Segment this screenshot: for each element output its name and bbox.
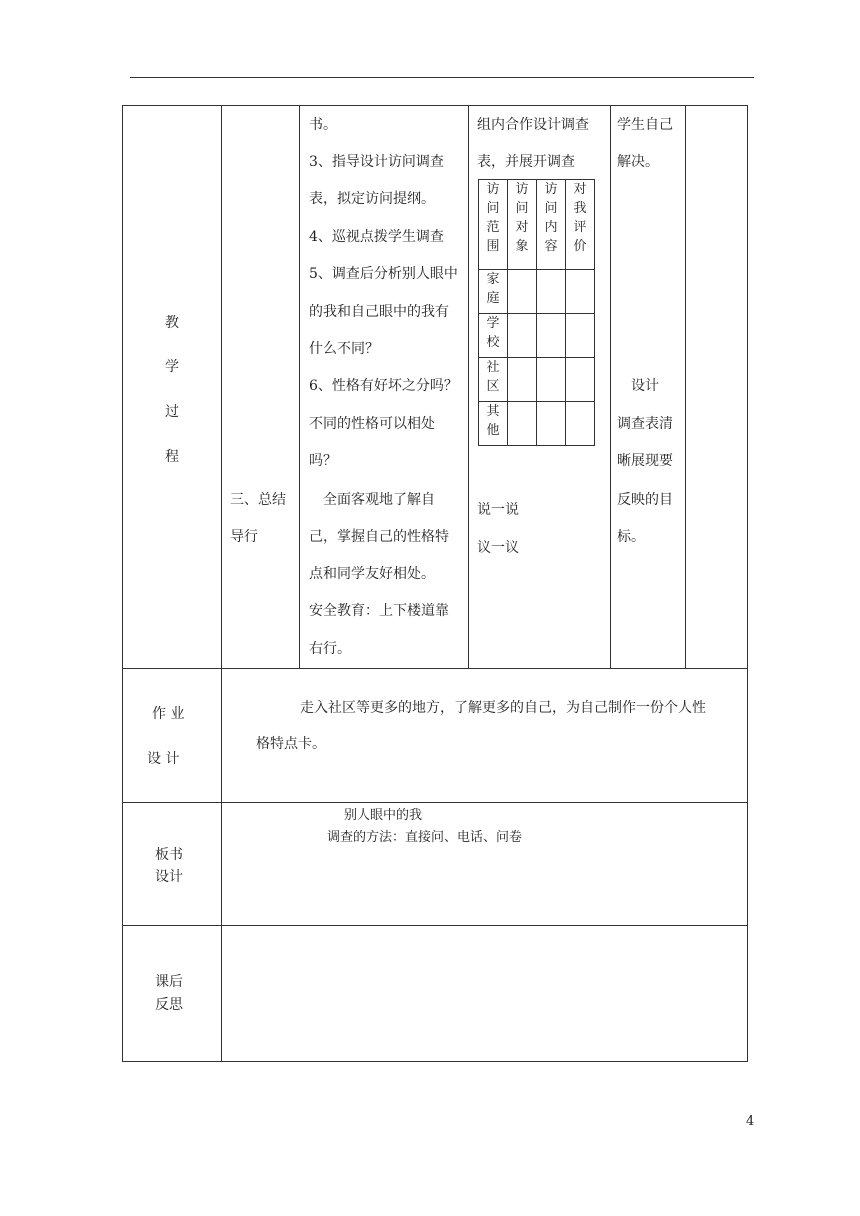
stage-label: 导行 bbox=[230, 529, 258, 545]
board-line: 调查的方法：直接问、电话、问卷 bbox=[327, 830, 523, 845]
teacher-line: 表，拟定访问提纲。 bbox=[309, 191, 435, 207]
header-rule bbox=[130, 77, 754, 78]
survey-header-cell bbox=[537, 180, 566, 270]
survey-header-char: 访 bbox=[544, 182, 558, 197]
survey-header-char: 问 bbox=[486, 201, 500, 216]
homework-label: 设 计 bbox=[147, 751, 180, 767]
reflection-label: 反思 bbox=[155, 997, 183, 1013]
teacher-line: 不同的性格可以相处 bbox=[309, 416, 435, 432]
survey-header-char: 访 bbox=[515, 182, 529, 197]
intent-line: 反映的目 bbox=[617, 492, 673, 508]
teacher-line: 的我和自己眼中的我有 bbox=[309, 304, 449, 320]
teacher-line: 吗？ bbox=[309, 453, 337, 469]
survey-row-label bbox=[479, 270, 508, 314]
board-label: 板书 bbox=[155, 847, 183, 863]
survey-cell bbox=[566, 358, 595, 402]
survey-header-char: 问 bbox=[544, 201, 558, 216]
survey-cell bbox=[566, 270, 595, 314]
table-row-divider bbox=[122, 925, 748, 926]
survey-header-row bbox=[479, 180, 595, 270]
intent-line: 调查表清 bbox=[617, 416, 673, 432]
teacher-line: 4、巡视点拨学生调查 bbox=[309, 229, 444, 245]
intent-line: 设计 bbox=[617, 378, 659, 394]
survey-header-cell bbox=[566, 180, 595, 270]
board-title: 别人眼中的我 bbox=[344, 808, 423, 823]
teacher-line: 6、性格有好坏之分吗？ bbox=[309, 378, 458, 394]
intent-line: 晰展现要 bbox=[617, 453, 673, 469]
process-label-char: 程 bbox=[165, 449, 179, 465]
table-border-left bbox=[122, 105, 123, 1062]
survey-row-char: 其 bbox=[486, 404, 500, 419]
page-number: 4 bbox=[746, 1114, 755, 1129]
teacher-line: 右行。 bbox=[309, 641, 351, 657]
table-col-divider bbox=[221, 105, 222, 1062]
survey-row bbox=[479, 402, 595, 446]
survey-cell bbox=[508, 270, 537, 314]
survey-header-cell bbox=[479, 180, 508, 270]
survey-row-label bbox=[479, 402, 508, 446]
survey-header-char: 容 bbox=[544, 239, 558, 254]
reflection-label: 课后 bbox=[155, 974, 183, 990]
teacher-line: 点和同学友好相处。 bbox=[309, 566, 435, 582]
survey-row-char: 校 bbox=[486, 335, 500, 350]
survey-header-char: 问 bbox=[515, 201, 529, 216]
survey-header-char: 范 bbox=[486, 220, 500, 235]
teacher-line: 3、指导设计访问调查 bbox=[309, 154, 444, 170]
survey-row bbox=[479, 358, 595, 402]
survey-header-char: 对 bbox=[573, 182, 587, 197]
homework-content: 格特点卡。 bbox=[256, 736, 326, 752]
teacher-line: 5、调查后分析别人眼中 bbox=[309, 266, 458, 282]
survey-header-char: 价 bbox=[573, 239, 587, 254]
homework-content: 走入社区等更多的地方，了解更多的自己，为自己制作一份个人性 bbox=[300, 700, 706, 716]
survey-header-char: 对 bbox=[515, 220, 529, 235]
teacher-line: 安全教育：上下楼道靠 bbox=[309, 603, 449, 619]
process-label-char: 教 bbox=[165, 315, 179, 331]
process-label-char: 学 bbox=[165, 359, 179, 375]
survey-header-char: 象 bbox=[515, 239, 529, 254]
survey-header-char: 内 bbox=[544, 220, 558, 235]
survey-row-char: 庭 bbox=[486, 291, 500, 306]
table-border-top bbox=[122, 105, 748, 106]
student-line: 表，并展开调查 bbox=[477, 154, 575, 170]
survey-row-char: 社 bbox=[486, 360, 500, 375]
process-label-char: 过 bbox=[165, 404, 179, 420]
survey-cell bbox=[537, 270, 566, 314]
table-row-divider bbox=[122, 802, 748, 803]
survey-cell bbox=[508, 314, 537, 358]
board-label: 设计 bbox=[155, 869, 183, 885]
teacher-line: 己，掌握自己的性格特 bbox=[309, 529, 449, 545]
survey-cell bbox=[508, 402, 537, 446]
survey-cell bbox=[508, 358, 537, 402]
survey-header-char: 我 bbox=[573, 201, 587, 216]
teacher-line: 书。 bbox=[309, 117, 337, 133]
survey-header-char: 围 bbox=[486, 239, 500, 254]
table-col-divider bbox=[685, 105, 686, 669]
student-line: 说一说 bbox=[477, 502, 519, 518]
survey-row-char: 学 bbox=[486, 316, 500, 331]
table-col-divider bbox=[610, 105, 611, 669]
table-border-bottom bbox=[122, 1061, 748, 1062]
intent-line: 解决。 bbox=[617, 154, 659, 170]
survey-cell bbox=[566, 402, 595, 446]
survey-cell bbox=[537, 314, 566, 358]
survey-row-char: 家 bbox=[486, 272, 500, 287]
homework-label: 作 业 bbox=[152, 706, 185, 722]
teacher-line: 全面客观地了解自 bbox=[309, 492, 435, 508]
survey-header-char: 评 bbox=[573, 220, 587, 235]
table-col-divider bbox=[468, 105, 469, 669]
survey-cell bbox=[537, 402, 566, 446]
intent-line: 学生自己 bbox=[617, 117, 673, 133]
survey-cell bbox=[537, 358, 566, 402]
intent-line: 标。 bbox=[617, 529, 645, 545]
teacher-line: 什么不同？ bbox=[309, 341, 379, 357]
table-col-divider bbox=[299, 105, 300, 669]
survey-table bbox=[478, 179, 595, 446]
student-line: 组内合作设计调查 bbox=[477, 117, 589, 133]
survey-row-char: 区 bbox=[486, 379, 500, 394]
survey-row-label bbox=[479, 358, 508, 402]
student-line: 议一议 bbox=[477, 540, 519, 556]
survey-cell bbox=[566, 314, 595, 358]
survey-row bbox=[479, 270, 595, 314]
table-row-divider bbox=[122, 668, 748, 669]
survey-row-label bbox=[479, 314, 508, 358]
survey-header-char: 访 bbox=[486, 182, 500, 197]
survey-header-cell bbox=[508, 180, 537, 270]
survey-row-char: 他 bbox=[486, 423, 500, 438]
table-border-right bbox=[747, 105, 748, 1062]
stage-label: 三、总结 bbox=[230, 492, 286, 508]
survey-row bbox=[479, 314, 595, 358]
